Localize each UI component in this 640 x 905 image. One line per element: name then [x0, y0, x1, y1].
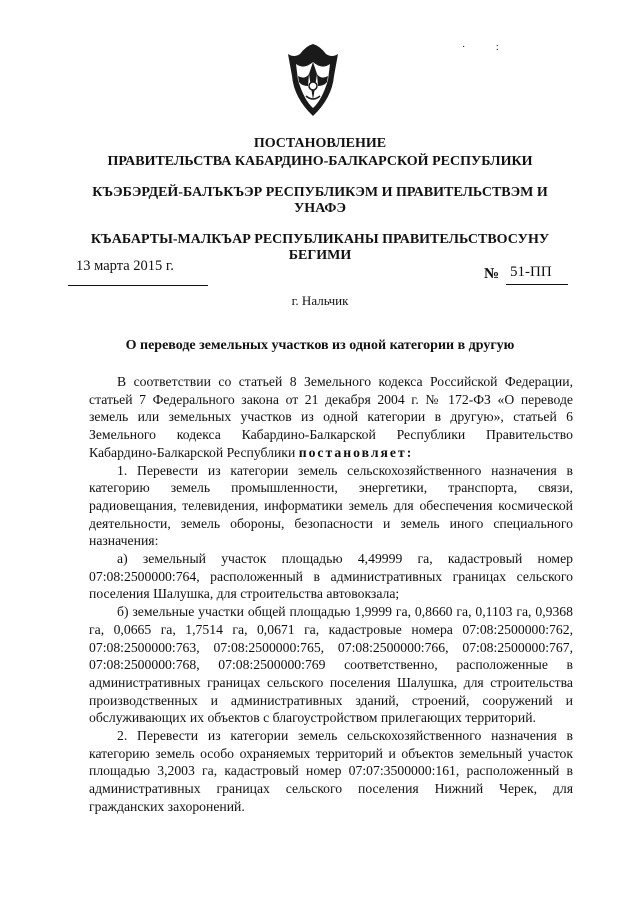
clause-1b: б) земельные участки общей площадью 1,9999 га, 0,8660 га, 0,1103 га, 0,9368 га, 0,0665 га, 1,7514 га, 0,0671 га, кадастровые номера 07:08:2500000:762, 07:08:2500000:763, 07:08:2500000:765, 07:08:2500000:766, 07:08:2500000:767, 07:08:2500000:768, 07:08:2500000:769 соответственно, расположенные в административных границах сельского поселения Шалушка, для строительства производственных и административных зданий, строений, сооружений и обслуживающих их объектов с благоустройством прилегающих территорий.: [89, 604, 573, 726]
doc-body: [89, 373, 573, 816]
preamble: [89, 373, 573, 462]
doc-subject: О переводе земельных участков из одной категории в другую: [125, 338, 515, 353]
date-underline: [68, 285, 208, 286]
coat-of-arms-icon: [284, 40, 342, 118]
doc-type-title: ПОСТАНОВЛЕНИЕ: [253, 136, 387, 151]
clause-2: 2. Перевести из категории земель сельскохозяйственного назначения в категорию земель особо охраняемых территорий и объектов земельный участок площадью 3,2003 га, кадастровый номер 07:07:3500000:161, расположенный в административных границах сельского поселения Нижний Черек, для гражданских захоронений.: [89, 728, 573, 814]
number-sign: №: [484, 266, 500, 282]
doc-date: 13 марта 2015 г.: [76, 258, 174, 274]
issuer-title-kabardian-2: УНАФЭ: [294, 201, 346, 216]
issuer-title-balkar-2: БЕГИМИ: [288, 248, 352, 263]
issuer-title-kabardian-1: КЪЭБЭРДЕЙ-БАЛЪКЪЭР РЕСПУБЛИКЭМ И ПРАВИТЕЛЬСТВЭМ И: [92, 185, 548, 200]
decree-verb: постановляет:: [298, 444, 414, 460]
preamble-text: В соответствии со статьей 8 Земельного кодекса Российской Федерации, статьей 7 Федерального закона от 21 декабря 2004 г. № 172-ФЗ «О переводе земель или земельных участков из одной категории в другую», статьей 6 Земельного кодекса Кабардино-Балкарской Республики Правительство Кабардино-Балкарской Республики: [89, 374, 573, 460]
clause-1a: а) земельный участок площадью 4,49999 га, кадастровый номер 07:08:2500000:764, расположенный в административных границах сельского поселения Шалушка, для строительства автовокзала;: [89, 551, 573, 602]
doc-number: 51-ПП: [510, 264, 552, 280]
number-underline: [506, 284, 568, 285]
clause-1: 1. Перевести из категории земель сельскохозяйственного назначения в категорию земель промышленности, энергетики, транспорта, связи, радиовещания, телевидения, информатики земель для обеспечения космической деятельности, земель обороны, безопасности и земель иного специального назначения:: [89, 462, 573, 549]
issuer-title-balkar-1: КЪАБАРТЫ-МАЛКЪАР РЕСПУБЛИКАНЫ ПРАВИТЕЛЬСТВОСУНУ: [90, 232, 550, 247]
scan-marks: · :: [462, 42, 513, 53]
doc-city: г. Нальчик: [291, 293, 349, 308]
issuer-title: ПРАВИТЕЛЬСТВА КАБАРДИНО-БАЛКАРСКОЙ РЕСПУБЛИКИ: [107, 154, 533, 169]
